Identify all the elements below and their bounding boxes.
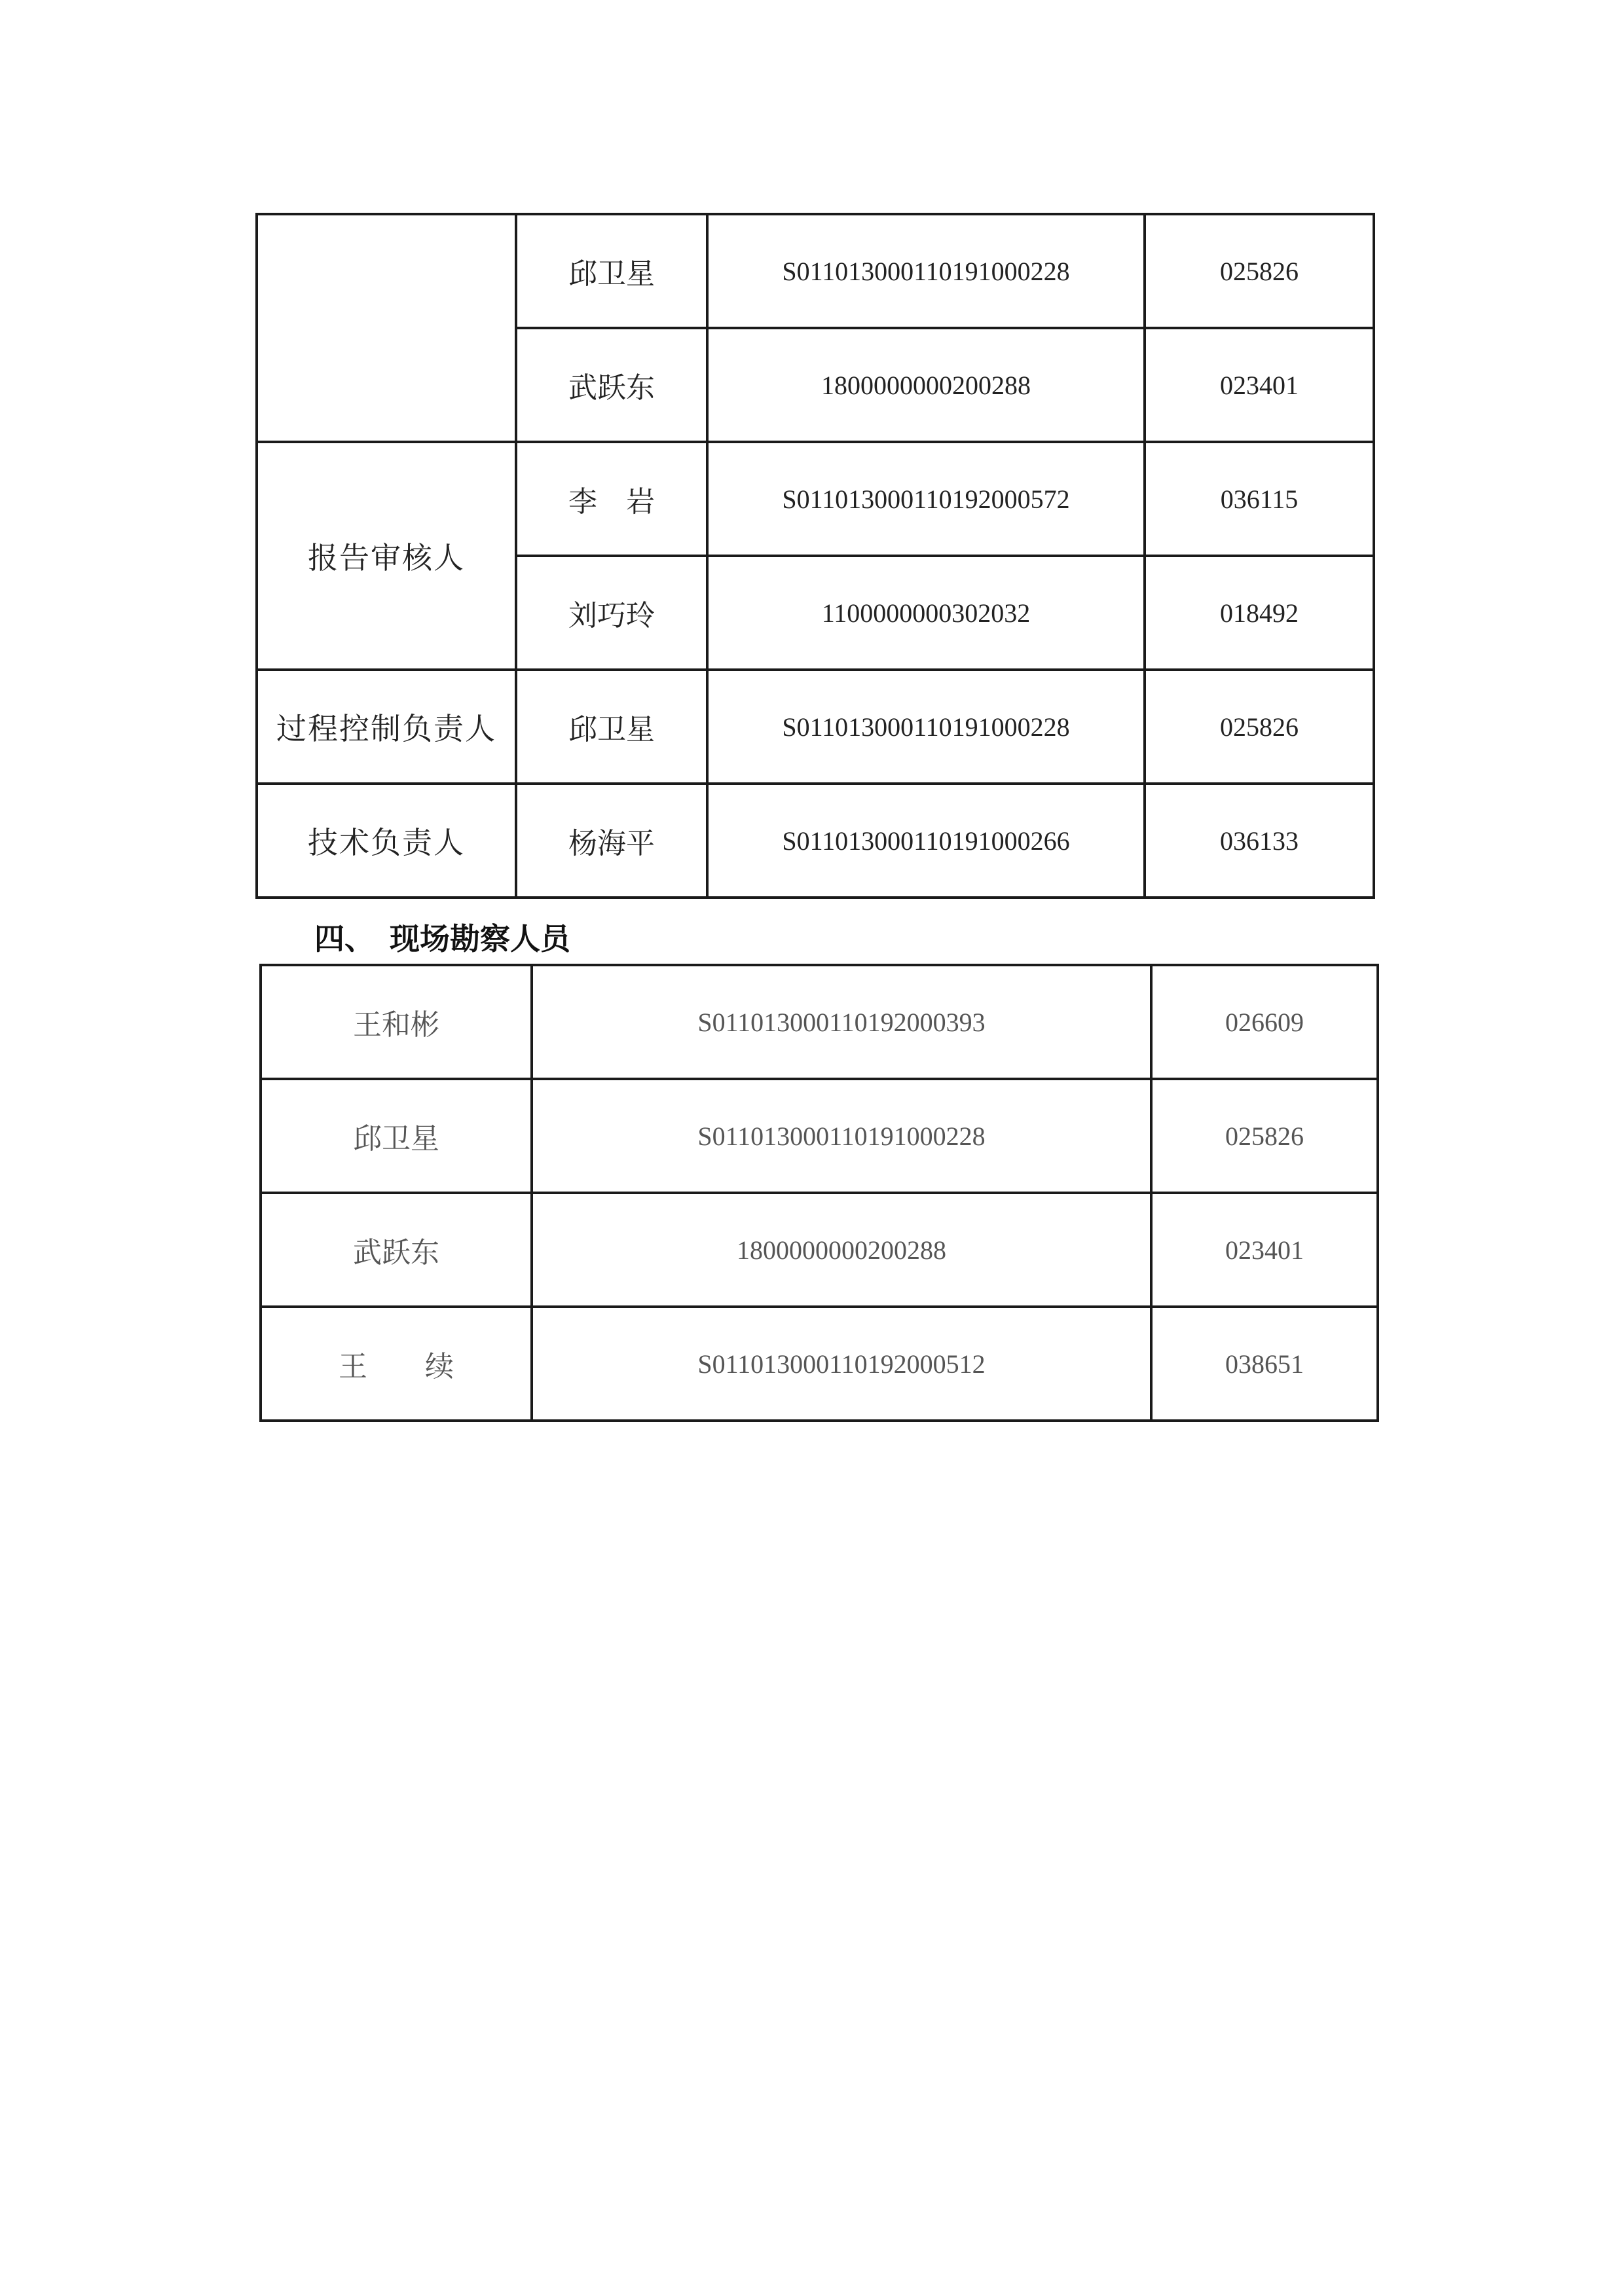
registration-code: 025826 — [1145, 670, 1374, 784]
certificate-number: S011013000110191000228 — [532, 1079, 1151, 1193]
table-row — [261, 965, 1378, 1079]
table-row — [257, 670, 1374, 784]
table-row — [257, 784, 1374, 898]
certificate-number: 1800000000200288 — [532, 1193, 1151, 1307]
person-name: 王 续 — [261, 1307, 532, 1421]
registration-code: 018492 — [1145, 556, 1374, 670]
person-name: 邱卫星 — [261, 1079, 532, 1193]
person-name: 武跃东 — [516, 328, 707, 442]
registration-code: 025826 — [1151, 1079, 1378, 1193]
section-heading: 四、 现场勘察人员 — [314, 921, 570, 957]
registration-code: 025826 — [1145, 214, 1374, 328]
person-name: 李 岩 — [516, 442, 707, 556]
role-report-reviewer: 报告审核人 — [257, 442, 516, 670]
person-name: 武跃东 — [261, 1193, 532, 1307]
certificate-number: S011013000110192000572 — [707, 442, 1145, 556]
registration-code: 036115 — [1145, 442, 1374, 556]
certificate-number: S011013000110191000228 — [707, 670, 1145, 784]
survey-personnel-table — [259, 964, 1379, 1422]
certificate-number: S01101300011019100022​8 — [707, 214, 1145, 328]
table-row — [261, 1307, 1378, 1421]
certificate-number: 1100000000302032 — [707, 556, 1145, 670]
person-name: 杨海平 — [516, 784, 707, 898]
table-row — [257, 442, 1374, 556]
registration-code: 023401 — [1145, 328, 1374, 442]
role-process-control-lead: 过程控制负责人 — [257, 670, 516, 784]
certificate-number: S011013000110192000393 — [532, 965, 1151, 1079]
registration-code: 023401 — [1151, 1193, 1378, 1307]
person-name: 王和彬 — [261, 965, 532, 1079]
person-name: 邱卫星 — [516, 670, 707, 784]
certificate-number: 1800000000200288 — [707, 328, 1145, 442]
table-row — [261, 1193, 1378, 1307]
table-row — [257, 214, 1374, 328]
role-technical-lead: 技术负责人 — [257, 784, 516, 898]
registration-code: 036133 — [1145, 784, 1374, 898]
personnel-table — [255, 213, 1375, 899]
registration-code: 026609 — [1151, 965, 1378, 1079]
certificate-number: S011013000110192000512 — [532, 1307, 1151, 1421]
person-name: 刘巧玲 — [516, 556, 707, 670]
role-cell-empty — [257, 214, 516, 442]
certificate-number: S011013000110191000266 — [707, 784, 1145, 898]
person-name: 邱卫星 — [516, 214, 707, 328]
table-row — [261, 1079, 1378, 1193]
registration-code: 038651 — [1151, 1307, 1378, 1421]
